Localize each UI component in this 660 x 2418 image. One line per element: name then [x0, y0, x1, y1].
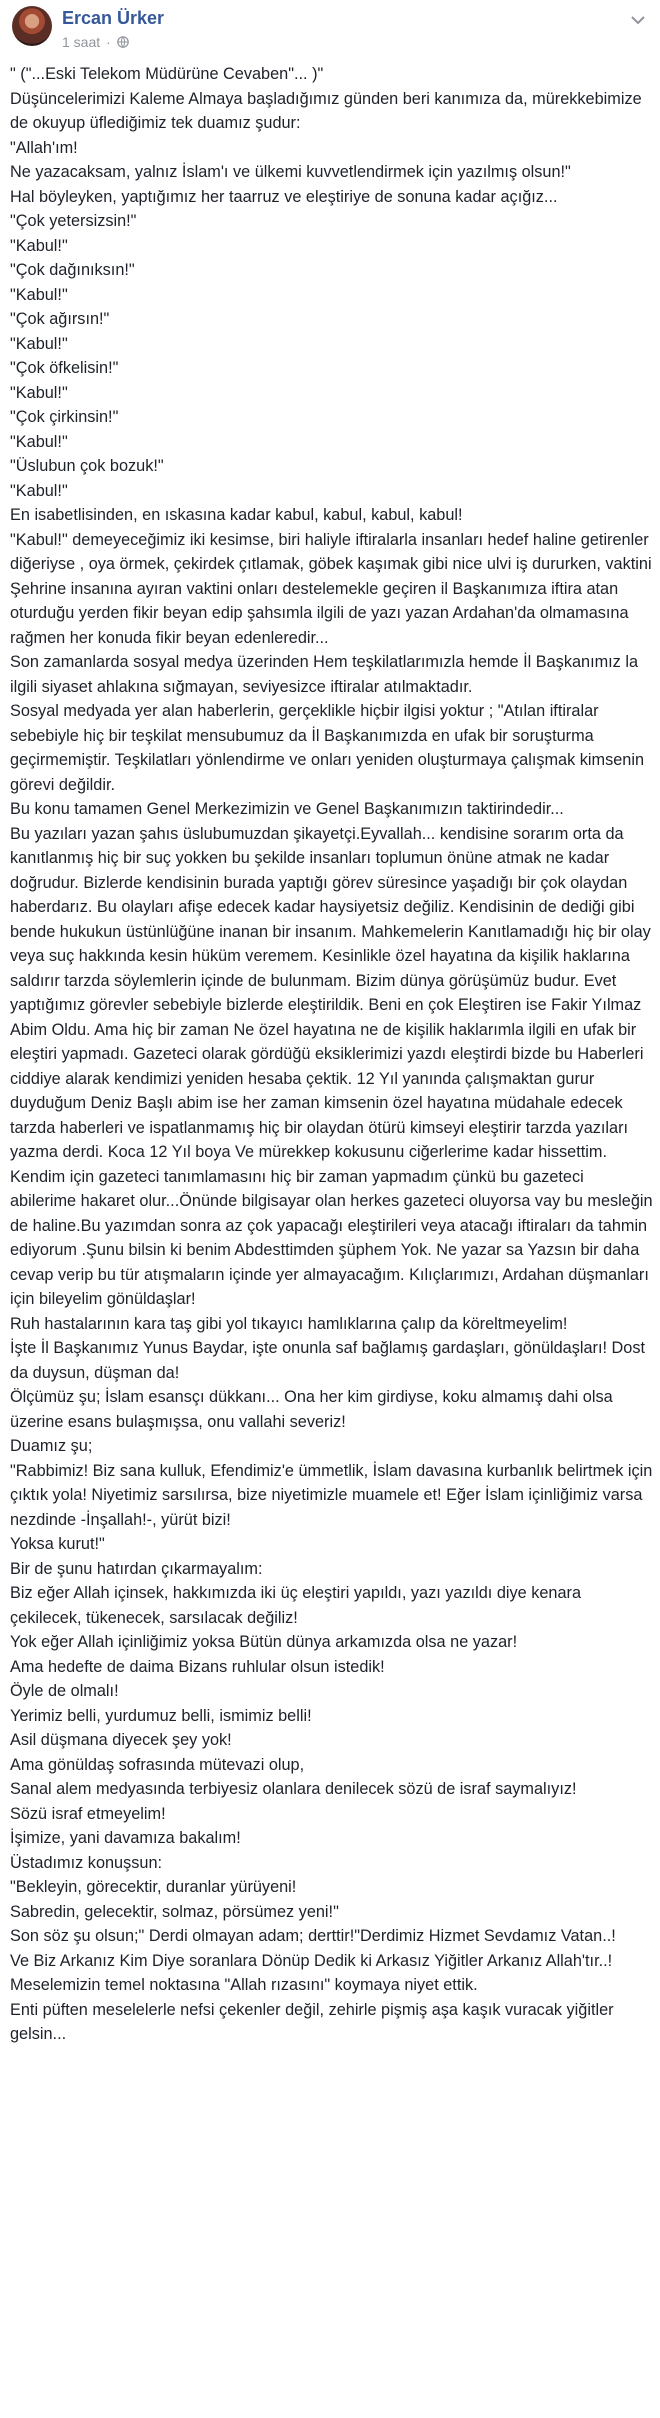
avatar[interactable] [12, 6, 52, 46]
post-line: Son söz şu olsun;" Derdi olmayan adam; derttir!"Derdimiz Hizmet Sevdamız Vatan..! [10, 1927, 616, 1945]
post-line: "Kabul!" [10, 334, 68, 353]
post-line: Ne yazacaksam, yalnız İslam'ı ve ülkemi kuvvetlendirmek için yazılmış olsun!" [10, 163, 571, 181]
post-line: "Kabul!" [10, 432, 68, 451]
post-line: "Üslubun çok bozuk!" [10, 457, 164, 475]
post-line: Meselemizin temel noktasına "Allah rızasını" koymaya niyet ettik. [10, 1976, 478, 1994]
chevron-down-icon[interactable] [630, 14, 646, 26]
post-line: En isabetlisinden, en ıskasına kadar kabul, kabul, kabul, kabul! [10, 506, 463, 524]
post-line: Hal böyleyken, yaptığımız her taarruz ve eleştiriye de sonuna kadar açığız... [10, 187, 558, 206]
post-line: İşimize, yani davamıza bakalım! [10, 1829, 241, 1847]
post-line: Düşüncelerimizi Kaleme Almaya başladığımız günden beri kanımıza da, mürekkebimize de okuyup üflediğimiz tek duamız şudur: [10, 89, 647, 132]
post-line: "Kabul!" [10, 285, 68, 304]
post-line: "Allah'ım! [10, 138, 78, 157]
post-line: Ama hedefte de daima Bizans ruhlular olsun istedik! [10, 1657, 385, 1676]
post-line: Ruh hastalarının kara taş gibi yol tıkayıcı hamlıklarına çalıp da köreltmeyelim! [10, 1314, 568, 1333]
post-line: "Çok öfkelisin!" [10, 359, 119, 377]
post-line: "Kabul!" demeyeceğimiz iki kesimse, biri haliyle iftiralarla insanları hedef haline getirenler diğeriyse , oya örmek, çekirdek çıtlamak, göbek kaşımak gibi nice ulvi iş dururken, vaktini Şehrine insanına ayıran vaktini onları destelemekle geçiren il Başkanımıza iftira atan oturduğu yerden fikir beyan edip şahsımla ilgili de yazı yazan Ardahan'da olmamasına rağmen her konuda fikir beyan edenleredir... [10, 530, 657, 647]
post-line: Yerimiz belli, yurdumuz belli, ismimiz belli! [10, 1706, 312, 1725]
post-line: " ("...Eski Telekom Müdürüne Cevaben"... )" [10, 65, 324, 83]
post-line: Öyle de olmalı! [10, 1682, 119, 1700]
post-line: "Bekleyin, görecektir, duranlar yürüyeni! [10, 1878, 297, 1896]
post-line: Asil düşmana diyecek şey yok! [10, 1731, 232, 1749]
post-line: Sosyal medyada yer alan haberlerin, gerçeklikle hiçbir ilgisi yoktur ; "Atılan iftiralar sebebiyle hiç bir teşkilat mensubumuz da İl Başkanımızda en ufak bir soruşturma geçirmemiştir. Teşkilatları yönlendirme ve onları yeniden oluşturmaya çalışmak kimsenin görevi değildir. [10, 702, 649, 794]
post-line: Duamız şu; [10, 1437, 93, 1455]
post-header [0, 0, 660, 60]
post-line: Sabredin, gelecektir, solmaz, pörsümez yeni!" [10, 1902, 339, 1921]
post-line: İşte İl Başkanımız Yunus Baydar, işte onunla saf bağlamış gardaşları, gönüldaşları! Dost da duysun, düşman da! [10, 1339, 650, 1382]
post-line: "Rabbimiz! Biz sana kulluk, Efendimiz'e ümmetlik, İslam davasına kurbanlık belirtmek için çıktık yola! Niyetimiz sarsılırsa, bize niyetimizle muamele et! Eğer İslam içinliğimiz varsa nezdinde -İnşallah!-, yürüt bizi! [10, 1461, 657, 1529]
post-line: Bu yazıları yazan şahıs üslubumuzdan şikayetçi.Eyvallah... kendisine sorarım orta da kanıtlanmış hiç bir suç yokken bu şekilde insanları toplumun önüne atmak ne kadar doğrudur. Bizlerde kendisinin burada yaptığı görev süresince yaşadığı bir çok olaydan haberdarız. Bu olayları afişe edecek kadar haysiyetsiz değiliz. Kendisinin de dediği gibi bende hukukun üstünlüğüne inanan bir insanım. Mahkemelerin Kanıtlamadığı hiç bir olay veya suç hakkında kesin hüküm veremem. Kesinlikle özel hayatına da kişilik haklarına saldırır tarzda söylemlerin içinde de bulunmam. Bizim dünya görüşümüz budur. Evet yaptığımız görevler sebebiyle bizlerde eleştirildik. Beni en çok Eleştiren ise Fakir Yılmaz Abim Oldu. Ama hiç bir zaman Ne özel hayatına ne de kişilik haklarımla ilgili en ufak bir eleştiri yapmadı. Gazeteci olarak gördüğü eksiklerimizi yazdı eleştirdi bizde bu Haberleri ciddiye alarak kendimizi yeniden hesaba çektik. 12 Yıl yanında çalışmaktan gurur duyduğum Deniz Başlı abim ise her zaman kimsenin özel hayatına müdahale edecek tarzda haberleri ve ispatlanmamış hiç bir olaydan ötürü kimseyi eleştirir tarzda yazıları yazma derdi. Koca 12 Yıl boya Ve mürekkep kokusunu ciğerlerime kadar hissettim. Kendim için gazeteci tanımlamasını hiç bir zaman yapmadım çünkü bu gazeteci abilerime hakaret olur...Önünde bilgisayar olan herkes gazeteci oluyorsa vay bu mesleğin de haline.Bu yazımdan sonra az çok yapacağı eleştirileri veya atacağı iftiraları da tahmin ediyorum .Şunu bilsin ki benim Abdesttimden şüphem Yok. Ne yazar sa Yazsın bir daha cevap verip bu tür atışmaların içinde yer almayacağım. Kılıçlarımızı, Ardahan düşmanları için bileyelim gönüldaşlar! [10, 824, 658, 1308]
author-name[interactable]: Ercan Ürker [62, 8, 165, 28]
post-line: Enti püften meselelerle nefsi çekenler değil, zehirle pişmiş aşa kaşık vuracak yiğitler gelsin... [10, 2000, 619, 2043]
post-line: Üstadımız konuşsun: [10, 1853, 163, 1872]
post-time[interactable]: 1 saat [62, 34, 101, 50]
post-line: Yoksa kurut!" [10, 1535, 105, 1553]
post-line: Son zamanlarda sosyal medya üzerinden Hem teşkilatlarımızla hemde İl Başkanımız la ilgili siyaset ahlakına sığmayan, seviyesizce iftiralar atılmaktadır. [10, 653, 643, 696]
post-line: Sanal alem medyasında terbiyesiz olanlara denilecek sözü de israf saymalıyız! [10, 1780, 577, 1798]
post-line: Ve Biz Arkanız Kim Diye soranlara Dönüp Dedik ki Arkasız Yiğitler Arkanız Allah'tır..! [10, 1951, 613, 1970]
post-line: "Çok ağırsın!" [10, 310, 110, 328]
post-line: Bir de şunu hatırdan çıkarmayalım: [10, 1559, 263, 1578]
post-line: "Çok çirkinsin!" [10, 408, 119, 426]
post-line: "Kabul!" [10, 383, 68, 402]
post-line: Bu konu tamamen Genel Merkezimizin ve Genel Başkanımızın taktirindedir... [10, 800, 564, 818]
post-line: Ölçümüz şu; İslam esansçı dükkanı... Ona her kim girdiyse, koku almamış dahi olsa üzerine esans bulaşmışsa, onu vallahi severiz! [10, 1388, 618, 1431]
post-meta: 1 saat · [62, 34, 129, 50]
post-line: "Çok yetersizsin!" [10, 212, 137, 230]
post-line: "Kabul!" [10, 236, 68, 255]
post-line: "Çok dağınıksın!" [10, 261, 135, 279]
post-line: Sözü israf etmeyelim! [10, 1804, 166, 1823]
post-body [10, 62, 658, 2047]
globe-icon [117, 36, 129, 48]
post-line: Yok eğer Allah içinliğimiz yoksa Bütün dünya arkamızda olsa ne yazar! [10, 1633, 518, 1651]
post-line: Biz eğer Allah içinsek, hakkımızda iki üç eleştiri yapıldı, yazı yazıldı diye kenara çekilecek, tükenecek, sarsılacak değiliz! [10, 1584, 586, 1627]
post-line: "Kabul!" [10, 481, 68, 500]
post-line: Ama gönüldaş sofrasında mütevazi olup, [10, 1755, 305, 1774]
